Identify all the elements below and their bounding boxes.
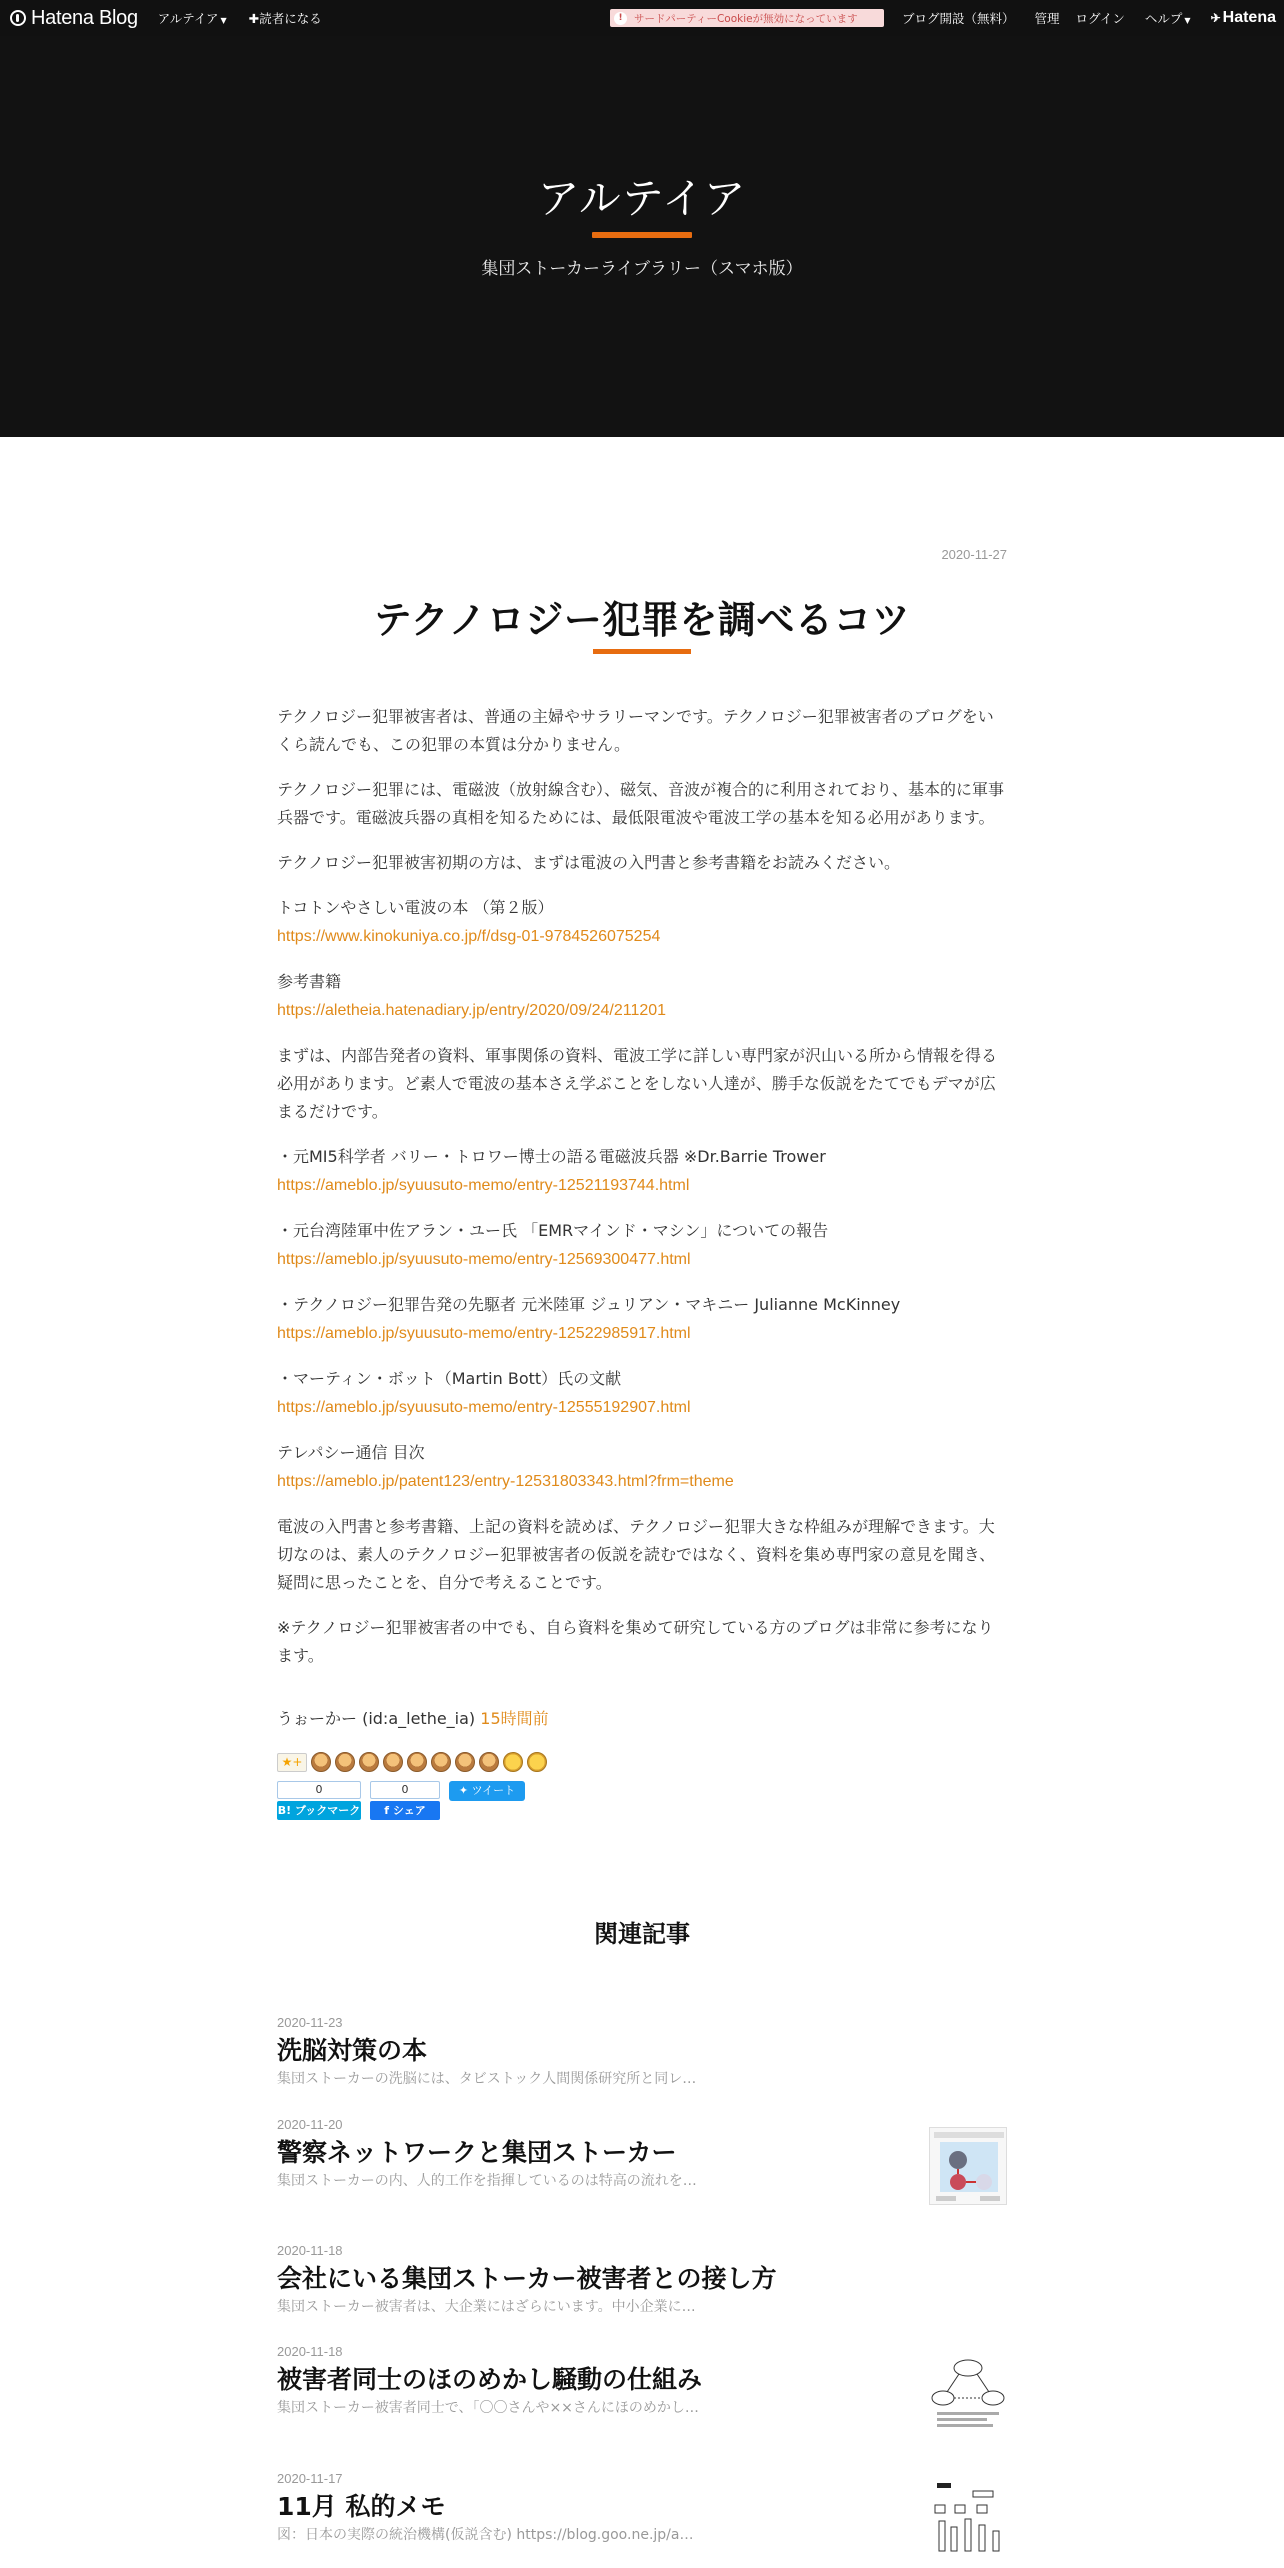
related-entry-thumbnail[interactable] xyxy=(929,2479,1007,2557)
share-buttons xyxy=(277,1781,534,1820)
hatebu-share xyxy=(277,1781,361,1820)
star-list xyxy=(277,1751,551,1773)
star-user-icon[interactable] xyxy=(455,1752,475,1772)
related-entry-thumbnail[interactable] xyxy=(929,2354,1007,2432)
facebook-share xyxy=(370,1781,440,1820)
entry-paragraph xyxy=(277,1291,1007,1348)
related-entry[interactable] xyxy=(277,2015,1007,2088)
hatena-brand-text: Hatena xyxy=(1222,9,1276,26)
blog-menu-dropdown[interactable] xyxy=(158,9,227,27)
reference-link[interactable]: https://aletheia.hatenadiary.jp/entry/2020/09/24/211201 xyxy=(277,1002,667,1019)
blog-description: 集団ストーカーライブラリー（スマホ版） xyxy=(481,259,803,279)
molecule-thumbnail-image xyxy=(930,2128,1007,2205)
create-blog-link[interactable]: ブログ開設（無料） xyxy=(901,11,1015,26)
related-entry[interactable] xyxy=(277,2471,1007,2544)
hatena-blog-logo[interactable] xyxy=(10,7,138,30)
cookie-warning-badge[interactable] xyxy=(610,9,884,27)
entry-title-underline xyxy=(593,649,691,654)
entry-footer-author xyxy=(277,1706,549,1729)
entry-paragraph xyxy=(277,1217,1007,1274)
entry-paragraph xyxy=(277,1614,1007,1670)
reference-link[interactable]: https://ameblo.jp/patent123/entry-12531803343.html?frm=theme xyxy=(277,1473,734,1490)
related-entry-title[interactable]: 11月 私的メモ xyxy=(277,2492,446,2521)
hatebu-count[interactable]: 0 xyxy=(277,1781,361,1799)
hatena-pen-icon xyxy=(10,10,26,26)
header-right-links xyxy=(880,0,1276,36)
related-entry-date: 2020-11-20 xyxy=(277,2117,343,2132)
star-user-icon[interactable] xyxy=(359,1752,379,1772)
paragraph-text: 参考書籍 xyxy=(277,972,342,991)
twitter-share xyxy=(449,1781,525,1820)
reference-link[interactable]: https://ameblo.jp/syuusuto-memo/entry-12555192907.html xyxy=(277,1399,691,1416)
paragraph-text: テクノロジー犯罪被害者は、普通の主婦やサラリーマンです。テクノロジー犯罪被害者のブログをいくら読んでも、この犯罪の本質は分かりません。 xyxy=(277,707,994,754)
related-entry-snippet: 集団ストーカーの洗脳には、タビストック人間関係研究所と同レ… xyxy=(277,2071,697,2087)
paragraph-text: 電波の入門書と参考書籍、上記の資料を読めば、テクノロジー犯罪大きな枠組みが理解できます。大切なのは、素人のテクノロジー犯罪被害者の仮説を読むではなく、資料を集め専門家の意見を聞き、疑問に思ったことを、自分で考えることです。 xyxy=(277,1517,996,1592)
entry-paragraph xyxy=(277,1143,1007,1200)
entry-paragraph xyxy=(277,968,1007,1025)
help-label: ヘルプ xyxy=(1144,11,1183,26)
related-entry-snippet: 集団ストーカー被害者同士で、「〇〇さんや××さんにほのめかし… xyxy=(277,2400,699,2416)
add-star-button[interactable]: ★+ xyxy=(277,1753,307,1772)
paragraph-text: トコトンやさしい電波の本 （第２版） xyxy=(277,898,554,917)
related-entry-date: 2020-11-17 xyxy=(277,2471,343,2486)
entry-body xyxy=(277,703,1007,1687)
entry-paragraph xyxy=(277,1365,1007,1422)
logo-text: Hatena Blog xyxy=(31,6,138,29)
entry-paragraph xyxy=(277,849,1007,877)
entry-paragraph xyxy=(277,1513,1007,1597)
paragraph-text: ・元台湾陸軍中佐アラン・ユー氏 「EMRマインド・マシン」についての報告 xyxy=(277,1221,829,1240)
paragraph-text: テレパシー通信 目次 xyxy=(277,1443,425,1462)
related-entry-snippet: 集団ストーカー被害者は、大企業にはざらにいます。中小企業に… xyxy=(277,2299,696,2315)
entry-date[interactable]: 2020-11-27 xyxy=(941,547,1007,562)
related-entry-date: 2020-11-18 xyxy=(277,2243,343,2258)
author-name[interactable]: うぉーかー (id:a_lethe_ia) xyxy=(277,1709,476,1728)
star-user-icon[interactable] xyxy=(479,1752,499,1772)
blog-header xyxy=(0,36,1284,437)
hatebu-button[interactable]: B! ブックマーク xyxy=(277,1801,361,1820)
star-user-icon[interactable] xyxy=(527,1752,547,1772)
related-entry-title[interactable]: 会社にいる集団ストーカー被害者との接し方 xyxy=(277,2264,777,2293)
reference-link[interactable]: https://ameblo.jp/syuusuto-memo/entry-12569300477.html xyxy=(277,1251,691,1268)
blog-title-underline xyxy=(592,232,692,238)
star-user-icon[interactable] xyxy=(383,1752,403,1772)
related-entry-date: 2020-11-18 xyxy=(277,2344,343,2359)
facebook-share-button[interactable]: f シェア xyxy=(370,1801,440,1820)
star-user-icon[interactable] xyxy=(311,1752,331,1772)
related-entry-thumbnail[interactable] xyxy=(929,2127,1007,2205)
caret-down-icon: ▼ xyxy=(220,16,227,25)
paragraph-text: テクノロジー犯罪被害初期の方は、まずは電波の入門書と参考書籍をお読みください。 xyxy=(277,853,901,872)
related-entry-date: 2020-11-23 xyxy=(277,2015,343,2030)
tweet-button[interactable] xyxy=(449,1781,525,1801)
hatena-brand-link[interactable] xyxy=(1211,9,1276,27)
star-user-icon[interactable] xyxy=(407,1752,427,1772)
related-entry-title[interactable]: 警察ネットワークと集団ストーカー xyxy=(277,2138,677,2167)
paragraph-text: ・元MI5科学者 バリー・トロワー博士の語る電磁波兵器 ※Dr.Barrie Trower xyxy=(277,1147,826,1166)
star-user-icon[interactable] xyxy=(503,1752,523,1772)
caret-down-icon: ▼ xyxy=(1184,16,1191,25)
related-entries-heading: 関連記事 xyxy=(594,1920,690,1948)
paragraph-text: ・テクノロジー犯罪告発の先駆者 元米陸軍 ジュリアン・マキニー Julianne McKinney xyxy=(277,1295,901,1314)
entry-title[interactable]: テクノロジー犯罪を調べるコツ xyxy=(373,598,911,642)
paragraph-text: まずは、内部告発者の資料、軍事関係の資料、電波工学に詳しい専門家が沢山いる所から情報を得る必用があります。ど素人で電波の基本さえ学ぶことをしない人達が、勝手な仮説をたてでもデマが広まるだけです。 xyxy=(277,1046,998,1121)
entry-paragraph xyxy=(277,703,1007,759)
cookie-warning-text: サードパーティーCookieが無効になっています xyxy=(634,12,858,25)
chart-thumbnail-image xyxy=(929,2479,1007,2557)
entry-time-link[interactable]: 15時間前 xyxy=(480,1709,549,1728)
entry-paragraph xyxy=(277,1439,1007,1496)
blog-menu-label: アルテイア xyxy=(157,11,219,26)
help-dropdown[interactable] xyxy=(1145,9,1191,27)
plus-icon: ✚ xyxy=(248,11,260,26)
diagram-thumbnail-image xyxy=(929,2354,1007,2432)
admin-link[interactable]: 管理 xyxy=(1034,11,1060,26)
warning-icon: ! xyxy=(614,12,627,25)
star-user-icon[interactable] xyxy=(431,1752,451,1772)
paragraph-text: テクノロジー犯罪には、電磁波（放射線含む）、磁気、音波が複合的に利用されており、基本的に軍事兵器です。電磁波兵器の真相を知るためには、最低限電波や電波工学の基本を知る必用があります。 xyxy=(277,780,1005,827)
hatena-bird-icon: ✈ xyxy=(1210,11,1221,25)
reference-link[interactable]: https://www.kinokuniya.co.jp/f/dsg-01-9784526075254 xyxy=(277,928,661,945)
follow-button[interactable] xyxy=(249,9,322,27)
entry-paragraph xyxy=(277,894,1007,951)
reference-link[interactable]: https://ameblo.jp/syuusuto-memo/entry-12521193744.html xyxy=(277,1177,690,1194)
entry-paragraph xyxy=(277,776,1007,832)
twitter-bird-icon: ✦ xyxy=(458,1784,472,1797)
related-entry[interactable] xyxy=(277,2344,1007,2417)
related-entry-snippet: 集団ストーカーの内、人的工作を指揮しているのは特高の流れを… xyxy=(277,2173,697,2189)
related-entry-snippet: 図：日本の実際の統治機構(仮説含む) https://blog.goo.ne.jp/a… xyxy=(277,2527,694,2543)
paragraph-text: ・マーティン・ボット（Martin Bott）氏の文献 xyxy=(277,1369,622,1388)
tweet-label: ツイート xyxy=(471,1784,516,1797)
facebook-count[interactable]: 0 xyxy=(370,1781,440,1799)
related-entry[interactable] xyxy=(277,2243,1007,2316)
global-header xyxy=(0,0,1284,36)
related-entry-title[interactable]: 被害者同士のほのめかし騒動の仕組み xyxy=(277,2365,703,2394)
follow-label: 読者になる xyxy=(259,11,322,26)
entry-paragraph xyxy=(277,1042,1007,1126)
login-link[interactable]: ログイン xyxy=(1075,11,1125,26)
paragraph-text: ※テクノロジー犯罪被害者の中でも、自ら資料を集めて研究している方のブログは非常に参考になります。 xyxy=(277,1618,994,1665)
reference-link[interactable]: https://ameblo.jp/syuusuto-memo/entry-12522985917.html xyxy=(277,1325,691,1342)
blog-title[interactable]: アルテイア xyxy=(537,174,747,223)
related-entry-title[interactable]: 洗脳対策の本 xyxy=(277,2036,428,2065)
star-user-icon[interactable] xyxy=(335,1752,355,1772)
related-entry[interactable] xyxy=(277,2117,1007,2190)
